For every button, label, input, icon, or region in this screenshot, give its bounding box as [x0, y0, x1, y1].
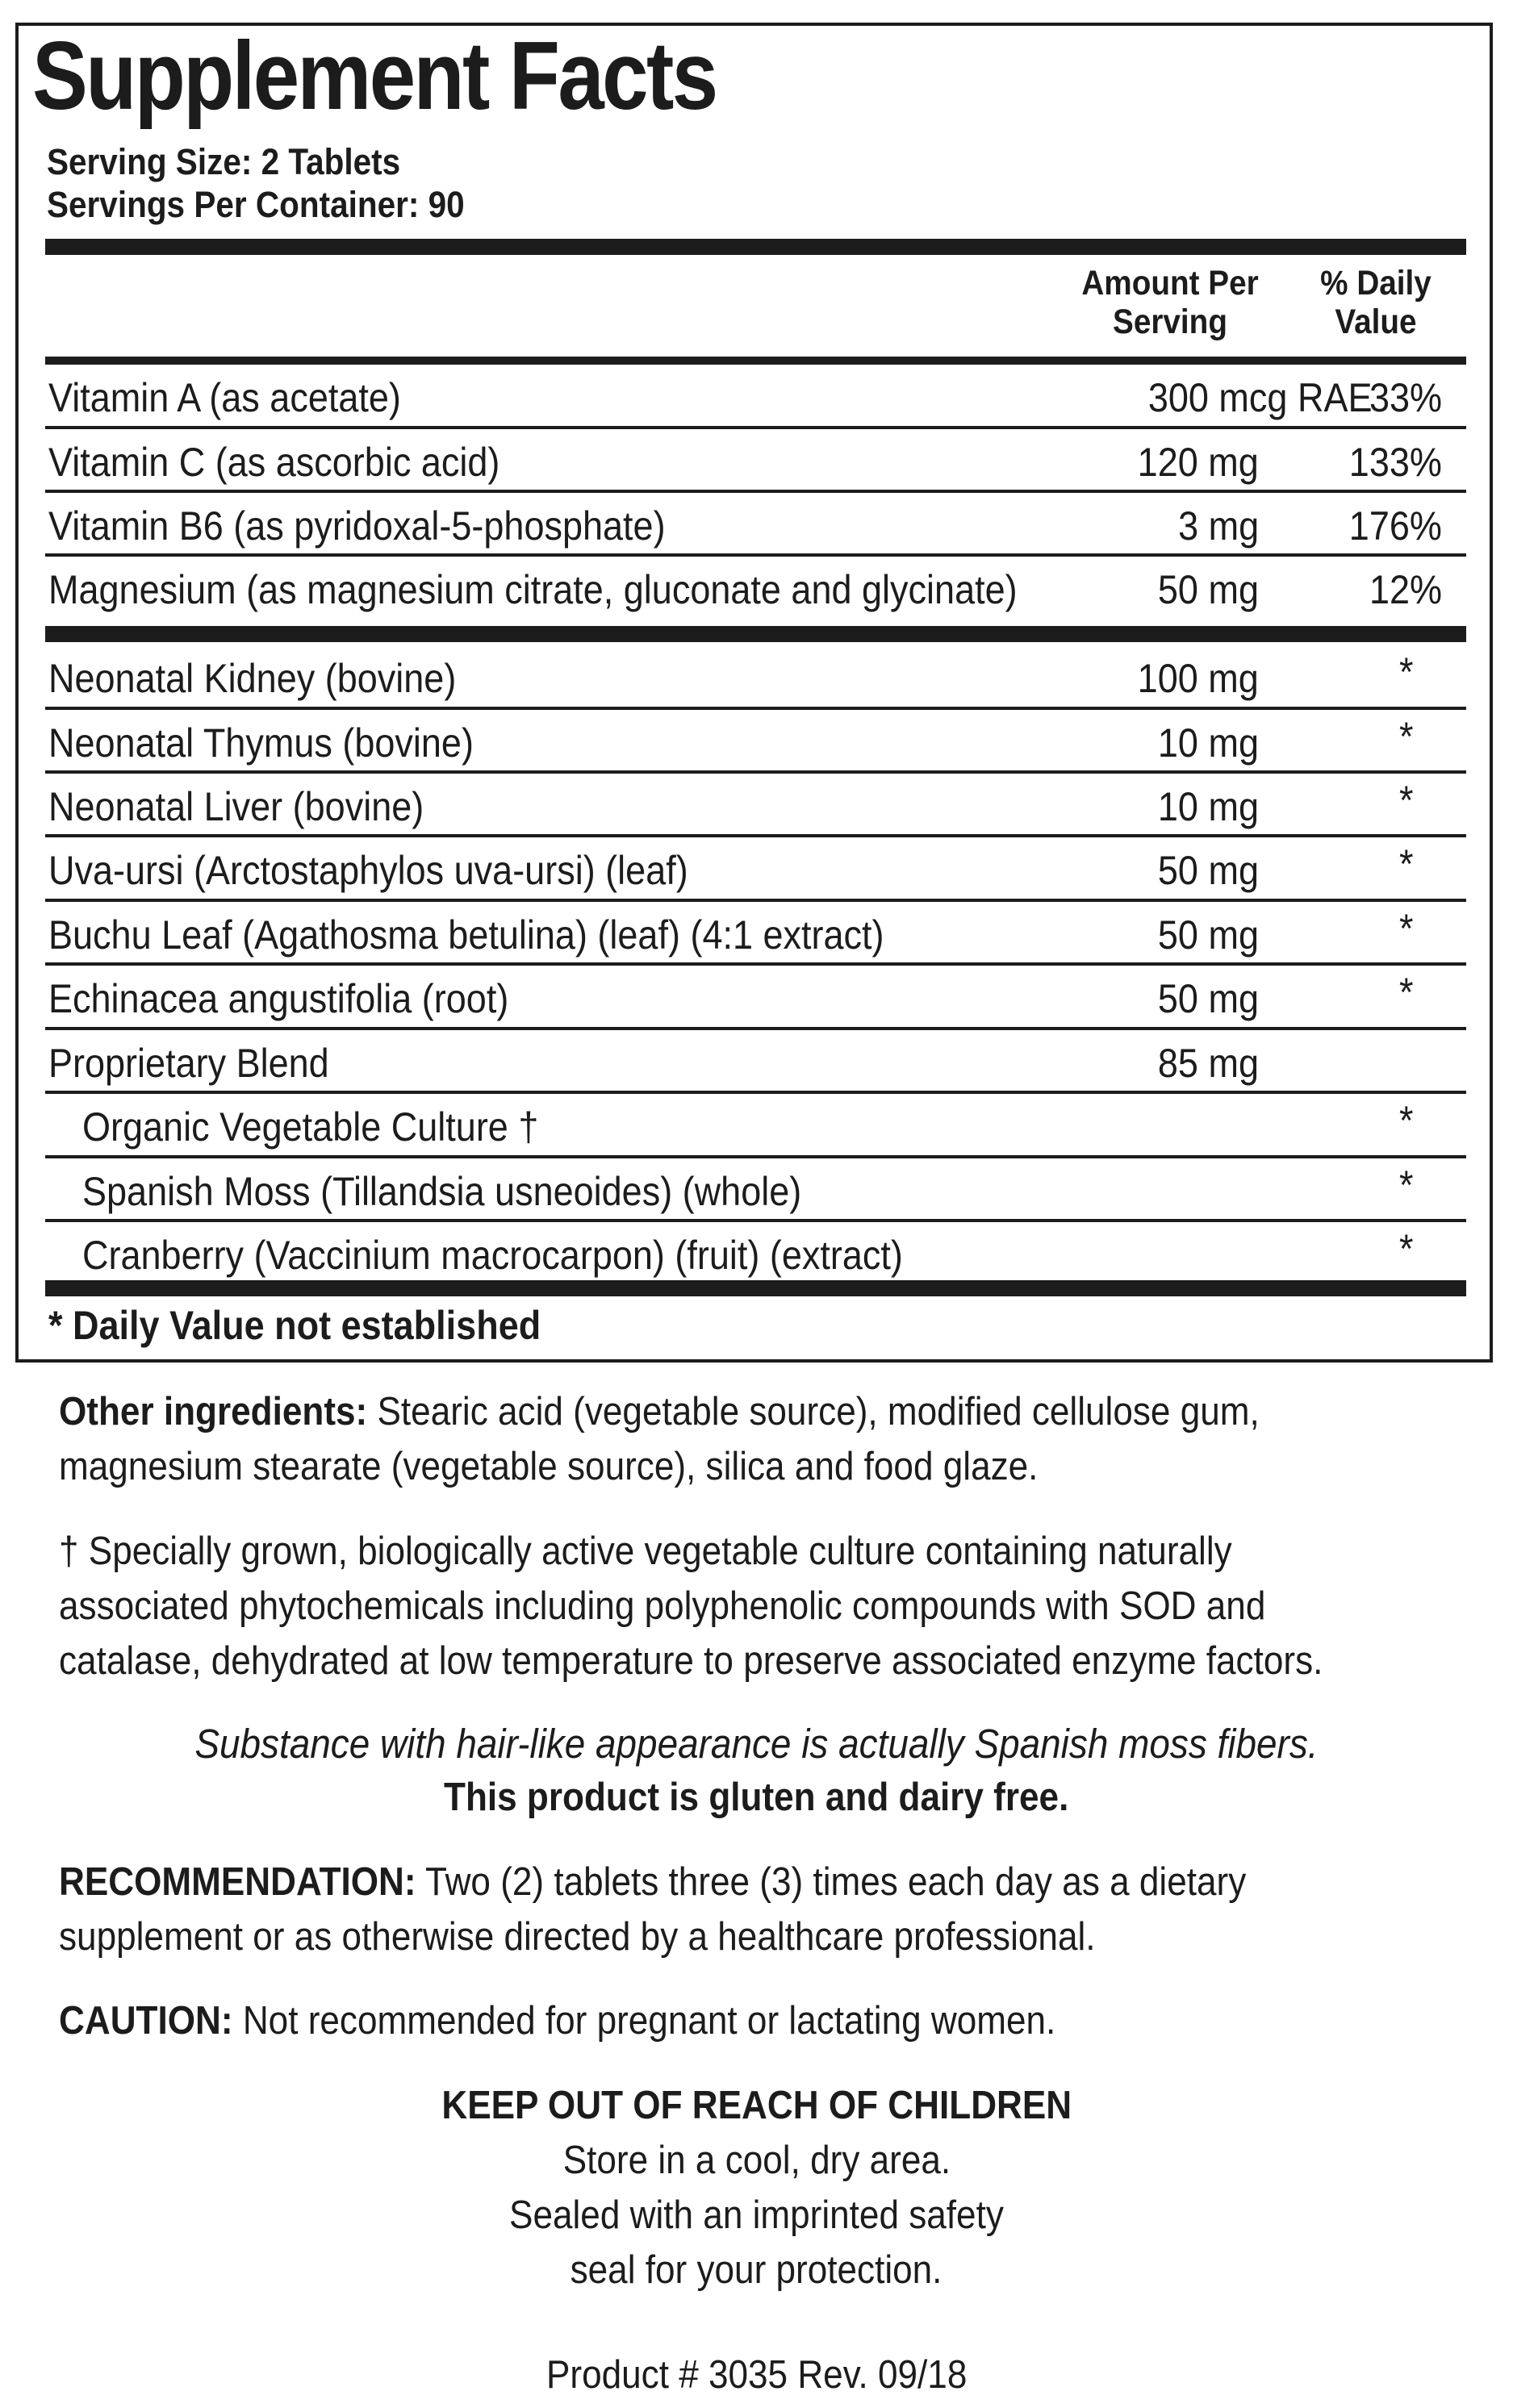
caution: CAUTION: Not recommended for pregnant or lactating women. — [59, 1999, 1056, 2043]
vegetable-culture-note: † Specially grown, biologically active vegetable culture containing naturally associated phytochemicals including polyphenolic compounds with SOD and catalase, dehydrated at low temperature to preserve associated enzyme factors. — [59, 1530, 1323, 1683]
nutrient-name: Spanish Moss (Tillandsia usneoides) (whole) — [82, 1169, 802, 1214]
nutrient-name: Vitamin A (as acetate) — [48, 375, 401, 420]
nutrient-name: Neonatal Liver (bovine) — [48, 784, 424, 829]
thick-divider-top — [45, 239, 1466, 255]
spanish-moss-note: Substance with hair-like appearance is actually Spanish moss fibers. — [194, 1721, 1319, 1767]
row-divider — [45, 426, 1466, 429]
nutrient-amount: 50 mg — [1157, 567, 1259, 612]
serving-size: Serving Size: 2 Tablets — [47, 141, 401, 182]
gluten-dairy-free-note: This product is gluten and dairy free. — [444, 1776, 1069, 1819]
row-divider — [45, 1155, 1466, 1158]
nutrient-name: Vitamin B6 (as pyridoxal-5-phosphate) — [48, 503, 666, 549]
nutrient-daily-value: 176% — [1348, 503, 1442, 549]
nutrient-name: Proprietary Blend — [48, 1041, 329, 1086]
row-divider — [45, 1091, 1466, 1094]
nutrient-daily-value: * — [1398, 778, 1413, 823]
nutrient-daily-value: * — [1398, 649, 1413, 695]
nutrient-daily-value: 33% — [1369, 375, 1442, 420]
nutrient-amount: 3 mg — [1177, 503, 1259, 549]
thick-divider-bottom — [45, 1280, 1466, 1296]
row-divider — [45, 490, 1466, 493]
amount-per-serving-header: Amount Per Serving — [1081, 264, 1259, 341]
storage-line-1: Store in a cool, dry area. — [562, 2139, 951, 2182]
nutrient-name: Neonatal Kidney (bovine) — [48, 656, 457, 701]
recommendation: RECOMMENDATION: Two (2) tablets three (3) times each day as a dietary supplement or as otherwise directed by a healthcare professional. — [59, 1860, 1247, 1959]
nutrient-amount: 100 mg — [1137, 656, 1259, 701]
nutrient-amount: 50 mg — [1157, 976, 1259, 1021]
row-divider — [45, 899, 1466, 902]
row-divider — [45, 1219, 1466, 1222]
row-divider — [45, 1027, 1466, 1030]
nutrient-daily-value: 12% — [1369, 567, 1442, 612]
product-code: Product # 3035 Rev. 09/18 — [545, 2353, 968, 2397]
nutrient-daily-value: * — [1398, 1162, 1413, 1208]
nutrient-daily-value: * — [1398, 714, 1413, 759]
storage-line-2: Sealed with an imprinted safety — [509, 2193, 1004, 2237]
nutrient-daily-value: 133% — [1348, 440, 1442, 485]
nutrient-name: Vitamin C (as ascorbic acid) — [48, 440, 500, 485]
nutrient-daily-value: * — [1398, 970, 1413, 1015]
row-divider — [45, 962, 1466, 966]
nutrient-name: Organic Vegetable Culture † — [82, 1104, 539, 1150]
daily-value-footnote: * Daily Value not established — [48, 1303, 541, 1348]
daily-value-header: % Daily Value — [1320, 264, 1431, 341]
row-divider — [45, 770, 1466, 774]
storage-line-3: seal for your protection. — [571, 2248, 942, 2292]
nutrient-name: Neonatal Thymus (bovine) — [48, 720, 474, 766]
nutrient-amount: 120 mg — [1137, 440, 1259, 485]
nutrient-amount: 10 mg — [1157, 720, 1259, 766]
nutrient-name: Cranberry (Vaccinium macrocarpon) (fruit) (extract) — [82, 1233, 903, 1278]
thick-divider-middle — [45, 626, 1466, 642]
other-ingredients-label: Other ingredients: — [59, 1390, 368, 1434]
nutrient-name: Magnesium (as magnesium citrate, gluconate and glycinate) — [48, 567, 1018, 612]
nutrient-amount: 50 mg — [1157, 848, 1259, 893]
nutrient-amount: 50 mg — [1157, 912, 1259, 958]
nutrient-name: Uva-ursi (Arctostaphylos uva-ursi) (leaf) — [48, 848, 688, 893]
row-divider — [45, 707, 1466, 710]
nutrient-amount: 300 mcg RAE — [1147, 375, 1372, 420]
nutrient-daily-value: * — [1398, 906, 1413, 951]
medium-divider — [45, 357, 1466, 365]
nutrient-daily-value: * — [1398, 1098, 1413, 1143]
caution-label: CAUTION: — [59, 1999, 233, 2043]
nutrient-amount: 10 mg — [1157, 784, 1259, 829]
servings-per-container: Servings Per Container: 90 — [47, 184, 465, 225]
nutrient-daily-value: * — [1398, 841, 1413, 887]
keep-out-of-reach: KEEP OUT OF REACH OF CHILDREN — [441, 2084, 1072, 2127]
panel-title: Supplement Facts — [32, 22, 717, 130]
nutrient-name: Echinacea angustifolia (root) — [48, 976, 509, 1021]
recommendation-label: RECOMMENDATION: — [59, 1860, 416, 1904]
row-divider — [45, 834, 1466, 837]
nutrient-daily-value: * — [1398, 1226, 1413, 1271]
nutrient-name: Buchu Leaf (Agathosma betulina) (leaf) (4:1 extract) — [48, 912, 884, 958]
nutrient-amount: 85 mg — [1157, 1041, 1259, 1086]
other-ingredients: Other ingredients: Stearic acid (vegetable source), modified cellulose gum, magnesium stearate (vegetable source), silica and food glaze. — [59, 1390, 1260, 1488]
row-divider — [45, 553, 1466, 557]
